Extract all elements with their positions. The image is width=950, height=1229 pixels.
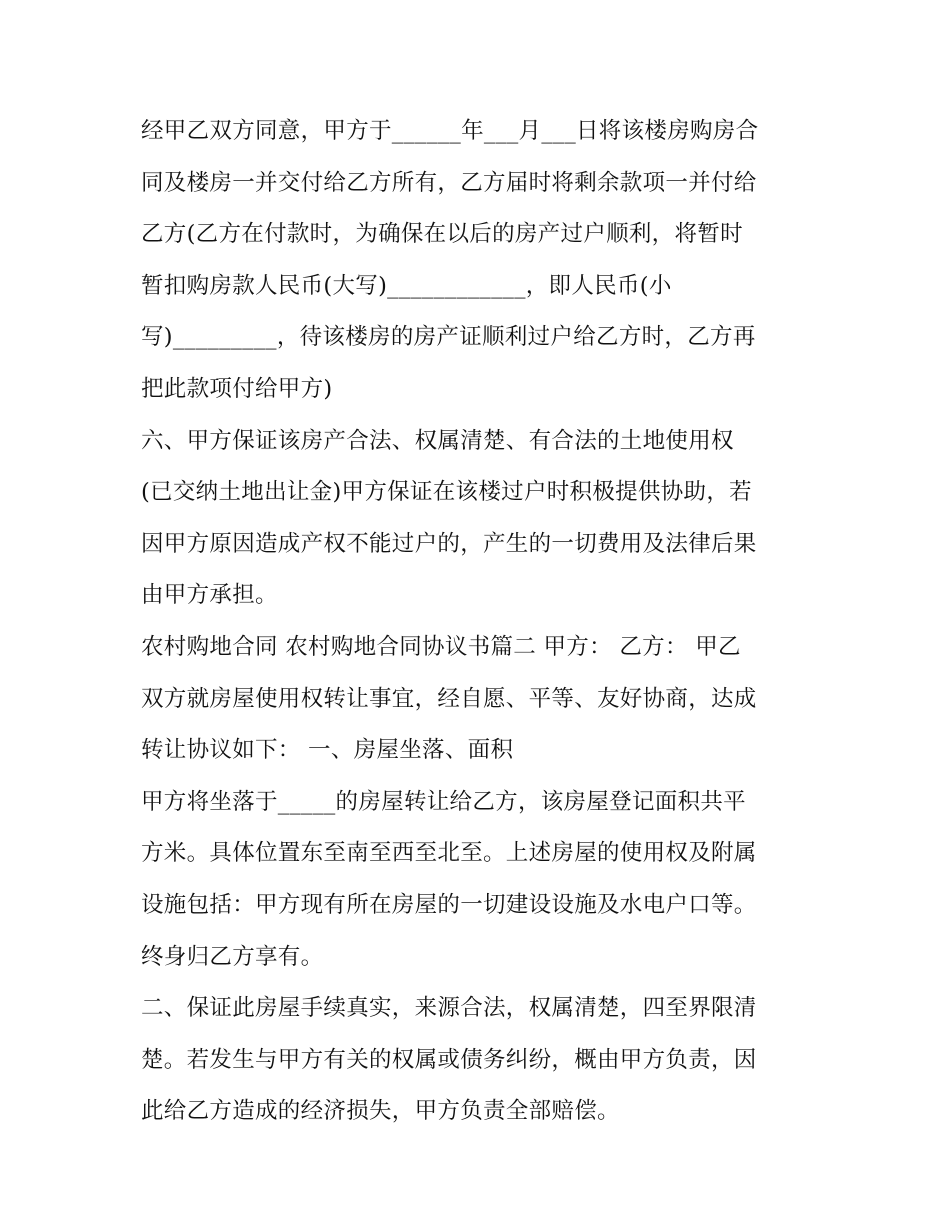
text-line: 设施包括：甲方现有所在房屋的一切建设设施及水电户口等。: [141, 891, 757, 918]
text-line: 终身归乙方享有。: [141, 943, 324, 970]
text-line: 乙方(乙方在付款时，为确保在以后的房产过户顺利，将暂时: [141, 221, 743, 248]
text-line: 由甲方承担。: [141, 582, 278, 609]
text-line: 此给乙方造成的经济损失，甲方负责全部赔偿。: [141, 1098, 620, 1125]
text-line: 同及楼房一并交付给乙方所有，乙方届时将剩余款项一并付给: [141, 169, 757, 196]
section-heading-line: 农村购地合同 农村购地合同协议书篇二 甲方： 乙方： 甲乙: [141, 633, 741, 660]
contract-text: [141, 106, 831, 1138]
text-line: 写)_________，待该楼房的房产证顺利过户给乙方时，乙方再: [141, 324, 756, 351]
text-line: 双方就房屋使用权转让事宜，经自愿、平等、友好协商，达成: [141, 685, 757, 712]
text-line: (已交纳土地出让金)甲方保证在该楼过户时积极提供协助，若: [141, 479, 752, 506]
text-line: 二、保证此房屋手续真实，来源合法，权属清楚，四至界限清: [141, 995, 757, 1022]
text-line: 方米。具体位置东至南至西至北至。上述房屋的使用权及附属: [141, 840, 757, 867]
text-line: 楚。若发生与甲方有关的权属或债务纠纷，概由甲方负责，因: [141, 1046, 757, 1073]
text-line: 转让协议如下： 一、房屋坐落、面积: [141, 737, 514, 764]
text-line: 把此款项付给甲方): [141, 375, 333, 402]
text-line: 甲方将坐落于_____的房屋转让给乙方，该房屋登记面积共平: [141, 788, 746, 815]
text-line: 因甲方原因造成产权不能过户的，产生的一切费用及法律后果: [141, 530, 757, 557]
text-line: 六、甲方保证该房产合法、权属清楚、有合法的土地使用权: [141, 427, 734, 454]
text-line: 暂扣购房款人民币(大写)____________，即人民币(小: [141, 272, 672, 299]
text-line: 经甲乙双方同意，甲方于______年___月___日将该楼房购房合: [141, 118, 759, 144]
